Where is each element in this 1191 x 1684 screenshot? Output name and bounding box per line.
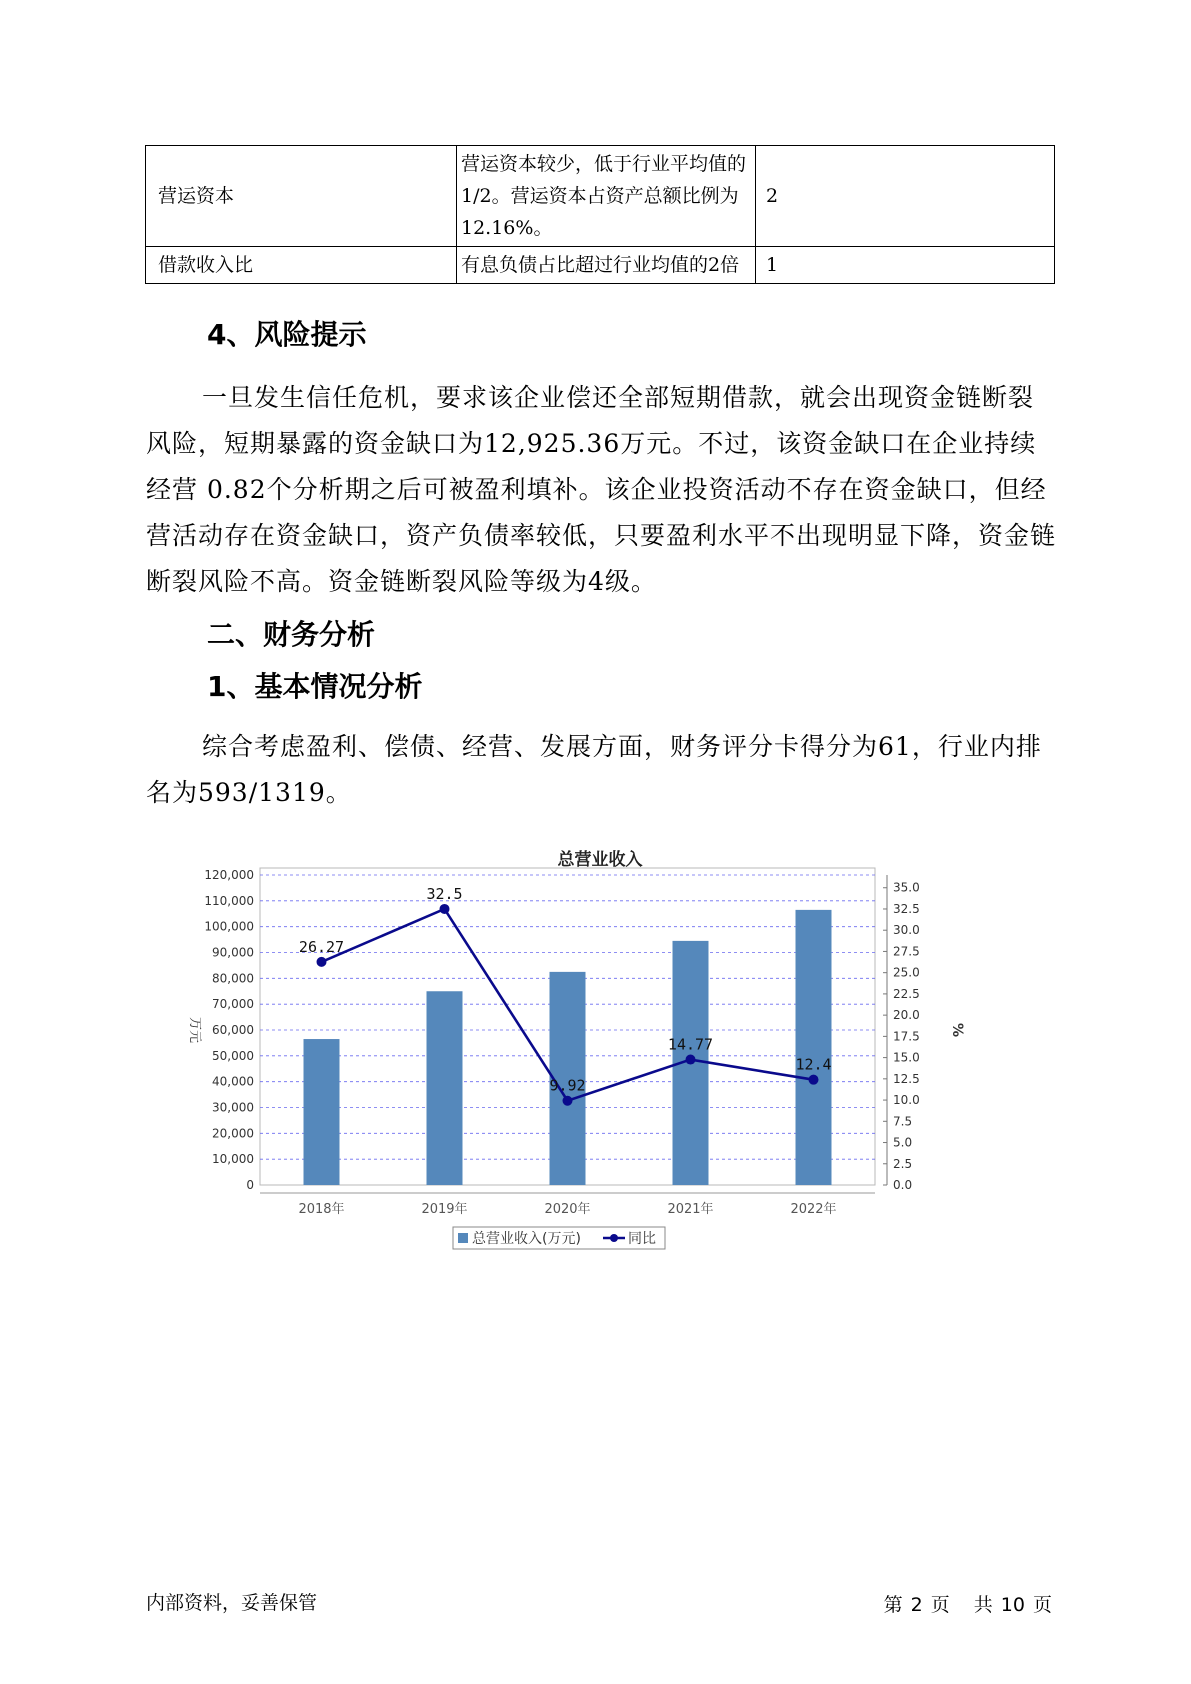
- y2-tick-label: 0.0: [893, 1178, 913, 1192]
- footer-note: 内部资料，妥善保管: [146, 1592, 318, 1614]
- table-row: [146, 247, 1055, 284]
- y2-tick-label: 2.5: [893, 1156, 913, 1171]
- y-tick-label: 20,000: [212, 1126, 254, 1141]
- revenue-bar: [796, 910, 832, 1185]
- yoy-data-label: 9.92: [549, 1076, 586, 1095]
- x-tick-label: 2022年: [790, 1202, 837, 1217]
- score-cell: 1: [756, 247, 1055, 284]
- y2-tick-label: 12.5: [893, 1071, 920, 1086]
- y-tick-label: 120,000: [204, 868, 254, 882]
- legend-bar-swatch: [458, 1233, 468, 1243]
- yoy-point: [440, 904, 450, 914]
- y2-tick-label: 25.0: [893, 965, 920, 980]
- y2-tick-label: 5.0: [893, 1135, 913, 1150]
- y-tick-label: 30,000: [212, 1100, 254, 1115]
- y-tick-label: 10,000: [212, 1152, 254, 1167]
- y-tick-label: 60,000: [212, 1023, 254, 1037]
- x-tick-label: 2021年: [667, 1202, 714, 1217]
- yoy-data-label: 14.77: [667, 1035, 714, 1054]
- legend-line-label: 同比: [628, 1231, 656, 1247]
- page-prefix: 第: [883, 1594, 903, 1616]
- table-row: [146, 146, 1055, 247]
- y-axis-label: 万元: [187, 1016, 202, 1044]
- y2-tick-label: 17.5: [893, 1029, 920, 1044]
- y-tick-label: 80,000: [212, 971, 254, 986]
- chart-title: 总营业收入: [557, 850, 643, 870]
- y2-tick-label: 10.0: [893, 1093, 920, 1108]
- risk-indicator-table: [145, 145, 1055, 284]
- indicator-cell: 借款收入比: [146, 247, 457, 284]
- page-number: 2: [910, 1594, 923, 1616]
- revenue-chart-svg: [175, 835, 1065, 1295]
- yoy-point: [563, 1096, 573, 1106]
- legend-line-marker: [610, 1234, 618, 1242]
- y2-tick-label: 15.0: [893, 1050, 920, 1065]
- revenue-bar: [304, 1039, 340, 1185]
- page-indicator: [880, 1590, 1056, 1617]
- basic-paragraph: 综合考虑盈利、偿债、经营、发展方面，财务评分卡得分为61，行业内排名为593/1319。: [146, 732, 1042, 807]
- description-cell: 营运资本较少，低于行业平均值的1/2。营运资本占资产总额比例为12.16%。: [457, 146, 756, 247]
- y-tick-label: 110,000: [204, 893, 254, 908]
- x-tick-label: 2020年: [544, 1202, 591, 1217]
- yoy-data-label: 12.4: [795, 1055, 832, 1074]
- legend-bar-label: 总营业收入(万元): [472, 1231, 581, 1247]
- y2-tick-label: 7.5: [893, 1114, 913, 1129]
- total-unit: 页: [1032, 1594, 1052, 1616]
- y2-tick-label: 27.5: [893, 944, 920, 959]
- x-tick-label: 2019年: [421, 1202, 468, 1217]
- y2-tick-label: 20.0: [893, 1008, 920, 1023]
- total-pages: 10: [1000, 1594, 1025, 1616]
- yoy-point: [317, 957, 327, 967]
- yoy-data-label: 26.27: [298, 937, 345, 956]
- risk-paragraph: 一旦发生信任危机，要求该企业偿还全部短期借款，就会出现资金链断裂风险，短期暴露的资金缺口为12,925.36万元。不过，该资金缺口在企业持续经营 0.82个分析期之后可被盈利填补。该企业投资活动不存在资金缺口，但经营活动存在资金缺口，资产负债率较低，只要盈利水平不出现明显下降，资金链断裂风险不高。资金链断裂风险等级为4级。: [146, 383, 1057, 596]
- x-tick-label: 2018年: [298, 1202, 345, 1217]
- risk-heading: 4、风险提示: [207, 318, 367, 351]
- y2-tick-label: 30.0: [893, 923, 920, 938]
- y-tick-label: 50,000: [212, 1048, 254, 1063]
- y-tick-label: 70,000: [212, 997, 254, 1012]
- y-tick-label: 100,000: [204, 919, 254, 934]
- yoy-point: [686, 1055, 696, 1065]
- y-tick-label: 40,000: [212, 1074, 254, 1089]
- revenue-bar: [427, 991, 463, 1185]
- y2-axis-label: %: [949, 1022, 965, 1038]
- y-tick-label: 0: [246, 1178, 254, 1192]
- y2-tick-label: 32.5: [893, 901, 920, 916]
- y-tick-label: 90,000: [212, 945, 254, 960]
- finance-heading: 二、财务分析: [207, 618, 376, 651]
- basic-heading: 1、基本情况分析: [207, 670, 423, 703]
- revenue-chart: [175, 835, 1065, 1295]
- indicator-cell: 营运资本: [146, 146, 457, 247]
- description-cell: 有息负债占比超过行业均值的2倍: [457, 247, 756, 284]
- total-prefix: 共: [973, 1594, 993, 1616]
- yoy-point: [809, 1075, 819, 1085]
- y2-tick-label: 35.0: [893, 880, 920, 895]
- y2-tick-label: 22.5: [893, 986, 920, 1001]
- page-unit: 页: [930, 1594, 950, 1616]
- yoy-data-label: 32.5: [426, 884, 463, 903]
- score-cell: 2: [756, 146, 1055, 247]
